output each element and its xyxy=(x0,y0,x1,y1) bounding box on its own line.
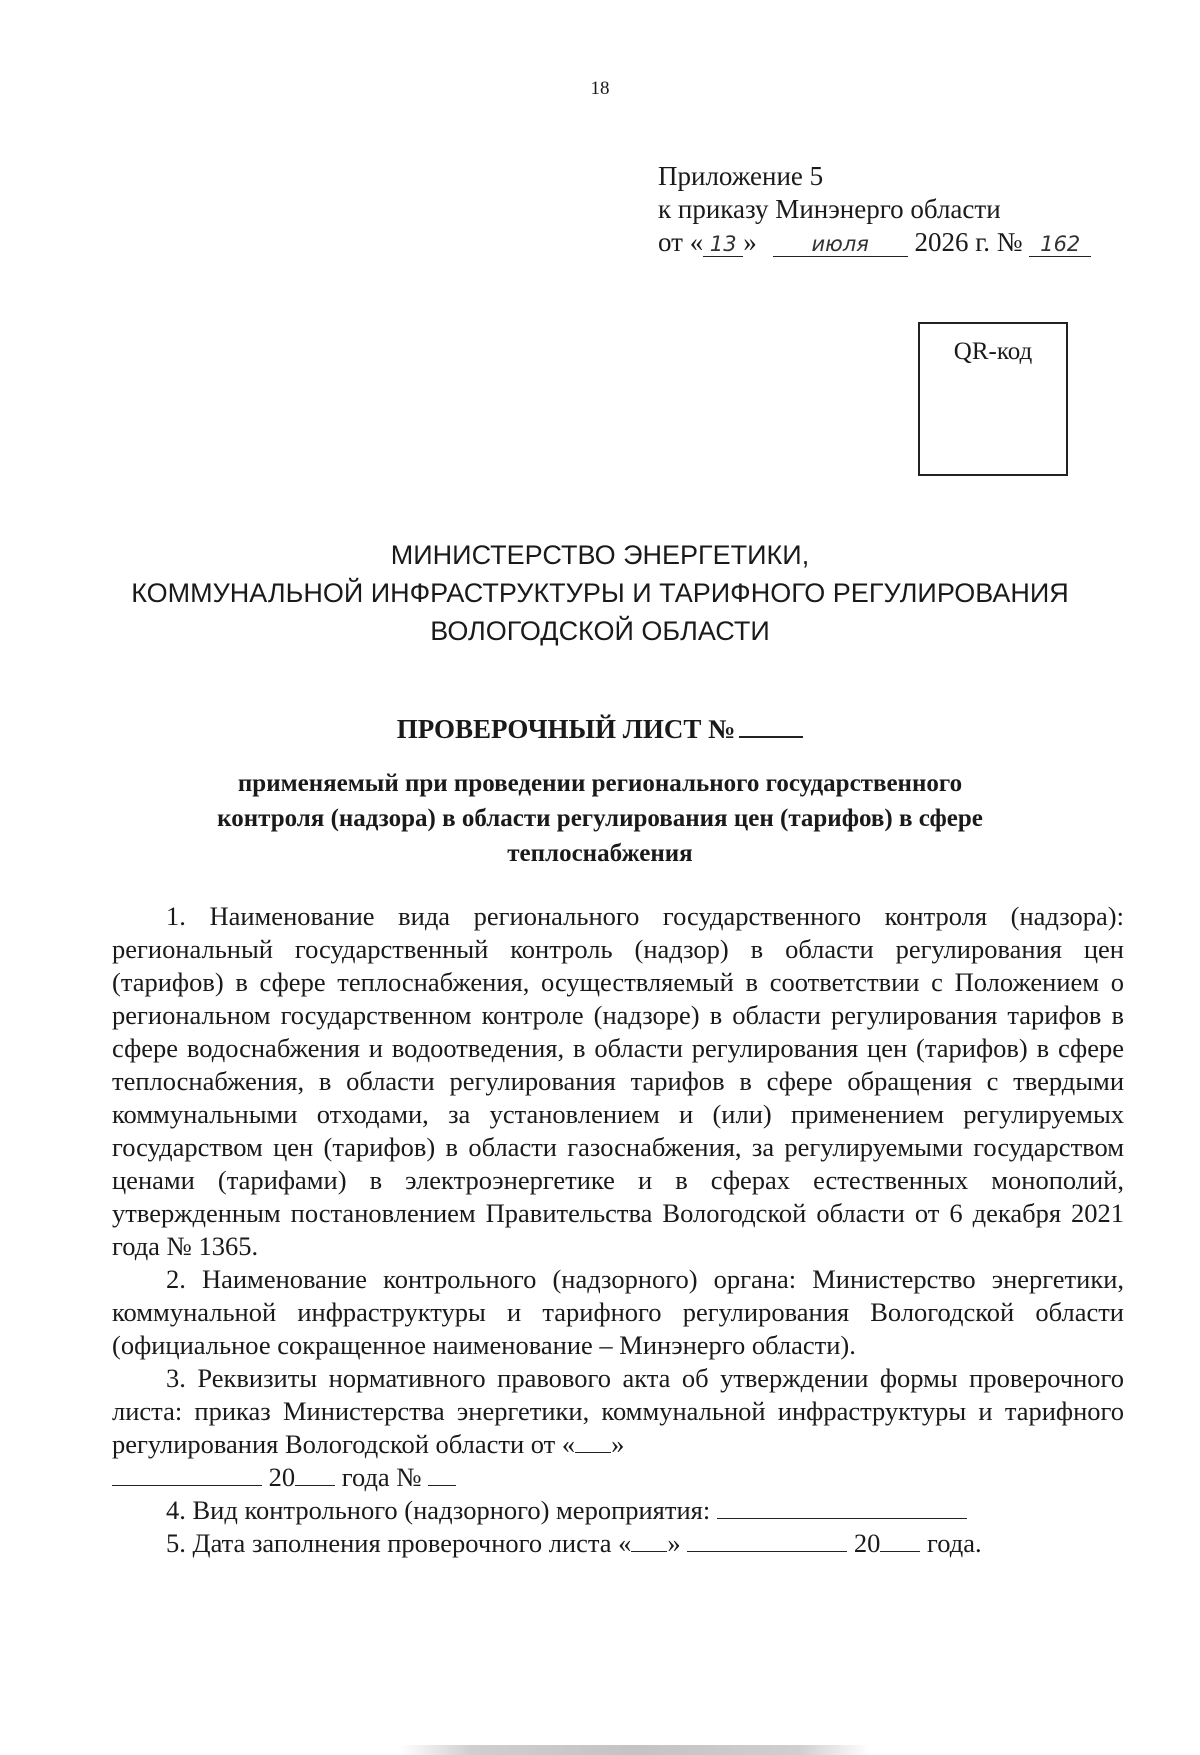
item-3-number-blank[interactable] xyxy=(428,1463,456,1486)
appendix-order-ref: к приказу Минэнерго области xyxy=(658,194,1001,224)
order-number-handwritten: 162 xyxy=(1029,232,1091,257)
appendix-title: Приложение 5 xyxy=(658,161,824,191)
page-number: 18 xyxy=(590,78,610,99)
ministry-line-2: КОММУНАЛЬНОЙ ИНФРАСТРУКТУРЫ И ТАРИФНОГО РЕГУЛИРОВАНИЯ xyxy=(131,578,1069,608)
date-day-handwritten: 13 xyxy=(703,232,743,257)
ministry-header xyxy=(0,536,1200,650)
document-body xyxy=(112,900,1124,1560)
item-3-continuation xyxy=(112,1461,1124,1494)
item-4-paragraph xyxy=(112,1494,1124,1527)
document-title xyxy=(0,714,1200,745)
item-5-year-suffix: года. xyxy=(927,1528,982,1558)
date-year: 2026 г. № xyxy=(914,227,1023,257)
date-month-handwritten: июля xyxy=(773,232,908,257)
subtitle-line-2: контроля (надзора) в области регулирования цен (тарифов) в сфере xyxy=(217,805,983,832)
document-title-text: ПРОВЕРОЧНЫЙ ЛИСТ № xyxy=(396,714,736,744)
item-5-month-blank[interactable] xyxy=(687,1529,847,1552)
appendix-date-line xyxy=(658,226,1091,259)
appendix-block xyxy=(658,160,1091,259)
item-3-number-label: года № xyxy=(341,1462,422,1492)
item-3-paragraph xyxy=(112,1362,1124,1461)
document-number-blank[interactable] xyxy=(739,714,803,738)
document-subtitle xyxy=(0,766,1200,871)
ministry-line-1: МИНИСТЕРСТВО ЭНЕРГЕТИКИ, xyxy=(390,540,810,570)
item-5-close-quote: » xyxy=(667,1528,681,1558)
item-3-close-quote: » xyxy=(611,1429,625,1459)
date-close-quote: » xyxy=(743,227,757,257)
subtitle-line-3: теплоснабжения xyxy=(507,840,693,867)
ministry-line-3: ВОЛОГОДСКОЙ ОБЛАСТИ xyxy=(430,616,770,646)
item-1-paragraph: 1. Наименование вида регионального государственного контроля (надзора): региональный государственный контроль (надзор) в области регулирования цен (тарифов) в сфере теплоснабжения, осуществляемый в соответствии с Положением о региональном государственном контроле (надзоре) в области регулирования тарифов в сфере водоснабжения и водоотведения, в области регулирования цен (тарифов) в сфере теплоснабжения, в области регулирования тарифов в сфере обращения с твердыми коммунальными отходами, за установлением и (или) применением регулируемых государством цен (тарифов) в области газоснабжения, за регулируемыми государством ценами (тарифами) в электроэнергетике и в сферах естественных монополий, утвержденным постановлением Правительства Вологодской области от 6 декабря 2021 года № 1365. xyxy=(112,901,1124,1261)
item-3-day-blank[interactable] xyxy=(575,1430,611,1453)
date-prefix: от « xyxy=(658,227,704,257)
item-4-text: 4. Вид контрольного (надзорного) мероприятия: xyxy=(166,1495,711,1525)
item-5-text: 5. Дата заполнения проверочного листа « xyxy=(166,1528,632,1558)
item-3-text: 3. Реквизиты нормативного правового акта об утверждении формы проверочного листа: приказ Министерства энергетики, коммунальной инфраструктуры и тарифного регулирования Вологодской области от « xyxy=(112,1363,1124,1459)
item-5-year-prefix: 20 xyxy=(853,1528,881,1558)
item-2-paragraph: 2. Наименование контрольного (надзорного) органа: Министерство энергетики, коммунальной инфраструктуры и тарифного регулирования Вологодской области (официальное сокращенное наименование – Минэнерго области). xyxy=(112,1264,1124,1360)
item-5-paragraph xyxy=(112,1527,1124,1560)
subtitle-line-1: применяемый при проведении регионального государственного xyxy=(237,770,963,797)
scan-artifact-strip xyxy=(400,1745,870,1755)
item-5-year-blank[interactable] xyxy=(880,1529,920,1552)
item-3-year-blank[interactable] xyxy=(295,1463,335,1486)
item-4-event-type-blank[interactable] xyxy=(717,1496,967,1519)
qr-code-placeholder xyxy=(918,322,1068,476)
item-3-month-blank[interactable] xyxy=(112,1463,262,1486)
qr-code-label: QR-код xyxy=(953,338,1033,365)
item-3-year-prefix: 20 xyxy=(268,1462,296,1492)
item-5-day-blank[interactable] xyxy=(631,1529,667,1552)
